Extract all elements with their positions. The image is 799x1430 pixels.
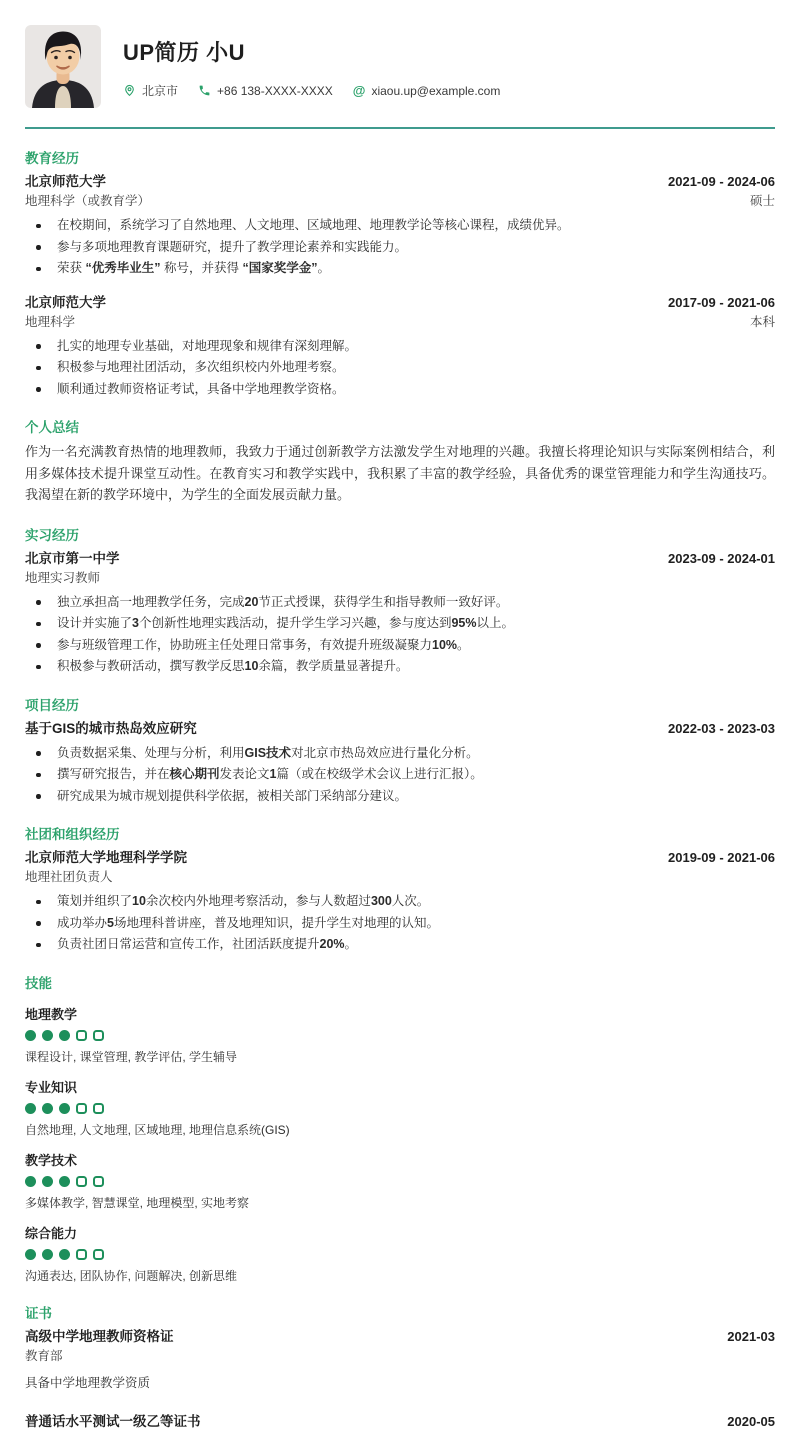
- skill-dot-filled: [42, 1249, 53, 1260]
- education-section-title: 教育经历: [25, 151, 79, 166]
- contact-phone: [198, 84, 333, 98]
- section-project: [25, 698, 775, 806]
- resume-header: [25, 25, 775, 108]
- location-text: 北京市: [142, 84, 179, 98]
- section-certificates: [25, 1306, 775, 1430]
- skill-dot-empty: [76, 1030, 87, 1041]
- role-title: 地理社团负责人: [25, 870, 113, 884]
- skill-dot-filled: [59, 1249, 70, 1260]
- section-clubs: [25, 827, 775, 954]
- bullet-item: 负责社团日常运营和宣传工作，社团活跃度提升20%。: [25, 936, 775, 954]
- internship-entry: [25, 547, 775, 676]
- certificate-item: [25, 1410, 775, 1430]
- organization-name: 北京师范大学地理科学学院: [25, 850, 187, 865]
- summary-text: 作为一名充满教育热情的地理教师，我致力于通过创新教学方法激发学生对地理的兴趣。我擅长将理论知识与实际案例相结合，利用多媒体技术提升课堂互动性。在教育实习和教学实践中，我积累了丰富的教学经验，具备优秀的课堂管理能力和学生沟通技巧。我渴望在新的教学环境中，为学生的全面发展贡献力量。: [25, 444, 775, 502]
- contact-location: [123, 82, 178, 99]
- date-range: 2022-03 - 2023-03: [668, 720, 775, 736]
- skill-dot-filled: [59, 1103, 70, 1114]
- skill-dot-empty: [93, 1249, 104, 1260]
- certificate-issuer: 教育部: [25, 1348, 63, 1363]
- skill-tags: 课程设计, 课堂管理, 教学评估, 学生辅导: [25, 1049, 238, 1064]
- bullet-list: [25, 217, 775, 278]
- avatar: [25, 25, 101, 108]
- school-name: 北京师范大学: [25, 174, 106, 189]
- certificate-name: 高级中学地理教师资格证: [25, 1328, 174, 1344]
- bullet-item: 积极参与地理社团活动，多次组织校内外地理考察。: [25, 359, 775, 377]
- bullet-item: 顺利通过教师资格证考试，具备中学地理教学资格。: [25, 381, 775, 399]
- bullet-item: 参与多项地理教育课题研究，提升了教学理论素养和实践能力。: [25, 239, 775, 257]
- bullet-list: [25, 893, 775, 954]
- bullet-item: 独立承担高一地理教学任务，完成20节正式授课，获得学生和指导教师一致好评。: [25, 594, 775, 612]
- skill-dot-filled: [25, 1103, 36, 1114]
- skill-item: [25, 1004, 775, 1065]
- certificate-date: 2021-03: [727, 1328, 775, 1344]
- skill-dot-filled: [42, 1030, 53, 1041]
- certificates-section-title: 证书: [25, 1305, 52, 1321]
- certificate-date: 2020-05: [727, 1413, 775, 1429]
- skill-level-dots: [25, 1249, 775, 1260]
- major: 地理科学（或教育学）: [25, 194, 151, 208]
- bullet-item: 参与班级管理工作，协助班主任处理日常事务，有效提升班级凝聚力10%。: [25, 637, 775, 655]
- bullet-list: [25, 594, 775, 676]
- bullet-item: 策划并组织了10余次校内外地理考察活动，参与人数超过300人次。: [25, 893, 775, 911]
- contact-email: [353, 84, 501, 98]
- degree: 硕士: [749, 194, 775, 208]
- skill-name: 地理教学: [25, 1006, 78, 1022]
- project-section-title: 项目经历: [25, 697, 79, 713]
- skill-dot-empty: [76, 1176, 87, 1187]
- section-internship: [25, 528, 775, 676]
- date-range: 2017-09 - 2021-06: [668, 294, 775, 310]
- skill-dot-empty: [76, 1249, 87, 1260]
- skill-name: 综合能力: [25, 1225, 78, 1241]
- skill-level-dots: [25, 1103, 775, 1114]
- skill-item: [25, 1150, 775, 1211]
- phone-icon: [198, 84, 211, 97]
- skill-dot-filled: [59, 1030, 70, 1041]
- location-pin-icon: [123, 84, 136, 97]
- skill-tags: 多媒体教学, 智慧课堂, 地理模型, 实地考察: [25, 1195, 250, 1210]
- clubs-section-title: 社团和组织经历: [25, 827, 120, 842]
- skill-name: 专业知识: [25, 1079, 78, 1095]
- company-name: 北京市第一中学: [25, 550, 120, 566]
- education-entry: [25, 291, 775, 399]
- project-entry: [25, 717, 775, 806]
- section-summary: [25, 420, 775, 506]
- header-divider: [25, 127, 775, 129]
- skill-dot-filled: [42, 1176, 53, 1187]
- bullet-item: 成功举办5场地理科普讲座，普及地理知识，提升学生对地理的认知。: [25, 915, 775, 933]
- skill-dot-filled: [25, 1030, 36, 1041]
- certificate-description: 具备中学地理教学资质: [25, 1375, 151, 1390]
- bullet-item: 积极参与教研活动，撰写教学反思10余篇，教学质量显著提升。: [25, 658, 775, 676]
- skill-dot-empty: [76, 1103, 87, 1114]
- skill-tags: 沟通表达, 团队协作, 问题解决, 创新思维: [25, 1268, 238, 1283]
- section-education: [25, 151, 775, 398]
- bullet-item: 在校期间，系统学习了自然地理、人文地理、区域地理、地理教学论等核心课程，成绩优异。: [25, 217, 775, 235]
- club-entry: [25, 846, 775, 954]
- skills-section-title: 技能: [25, 975, 52, 991]
- summary-section-title: 个人总结: [25, 420, 79, 435]
- education-entry: [25, 170, 775, 278]
- bullet-item: 扎实的地理专业基础，对地理现象和规律有深刻理解。: [25, 338, 775, 356]
- skill-dot-filled: [25, 1176, 36, 1187]
- school-name: 北京师范大学: [25, 294, 106, 310]
- major: 地理科学: [25, 314, 76, 329]
- project-name: 基于GIS的城市热岛效应研究: [25, 720, 197, 736]
- contact-row: [123, 82, 500, 99]
- bullet-list: [25, 338, 775, 399]
- bullet-item: 研究成果为城市规划提供科学依据，被相关部门采纳部分建议。: [25, 788, 775, 806]
- avatar-photo-illustration: [25, 25, 101, 108]
- certificate-item: [25, 1325, 775, 1391]
- bullet-list: [25, 745, 775, 806]
- skill-item: [25, 1077, 775, 1138]
- phone-text: +86 138-XXXX-XXXX: [217, 83, 333, 98]
- skill-dot-filled: [42, 1103, 53, 1114]
- email-at-icon: @: [352, 83, 366, 98]
- skill-dot-filled: [25, 1249, 36, 1260]
- skill-item: [25, 1223, 775, 1284]
- skill-dot-filled: [59, 1176, 70, 1187]
- header-info: [123, 25, 500, 99]
- bullet-item: 撰写研究报告，并在核心期刊发表论文1篇（或在校级学术会议上进行汇报）。: [25, 766, 775, 784]
- skill-dot-empty: [93, 1030, 104, 1041]
- skill-tags: 自然地理, 人文地理, 区域地理, 地理信息系统(GIS): [25, 1122, 290, 1137]
- skill-level-dots: [25, 1030, 775, 1041]
- date-range: 2019-09 - 2021-06: [668, 850, 775, 865]
- candidate-name: UP简历 小U: [123, 40, 246, 65]
- certificate-name: 普通话水平测试一级乙等证书: [25, 1413, 201, 1429]
- email-text: xiaou.up@example.com: [371, 83, 501, 98]
- degree: 本科: [749, 314, 775, 329]
- bullet-item: 设计并实施了3个创新性地理实践活动，提升学生学习兴趣，参与度达到95%以上。: [25, 615, 775, 633]
- skill-dot-empty: [93, 1176, 104, 1187]
- job-title: 地理实习教师: [25, 570, 101, 585]
- bullet-item: 负责数据采集、处理与分析，利用GIS技术对北京市热岛效应进行量化分析。: [25, 745, 775, 763]
- date-range: 2021-09 - 2024-06: [668, 174, 775, 189]
- internship-section-title: 实习经历: [25, 527, 79, 543]
- bullet-item: 荣获 “优秀毕业生” 称号，并获得 “国家奖学金”。: [25, 260, 775, 278]
- date-range: 2023-09 - 2024-01: [668, 550, 775, 566]
- skill-name: 教学技术: [25, 1152, 78, 1168]
- skill-dot-empty: [93, 1103, 104, 1114]
- skill-level-dots: [25, 1176, 775, 1187]
